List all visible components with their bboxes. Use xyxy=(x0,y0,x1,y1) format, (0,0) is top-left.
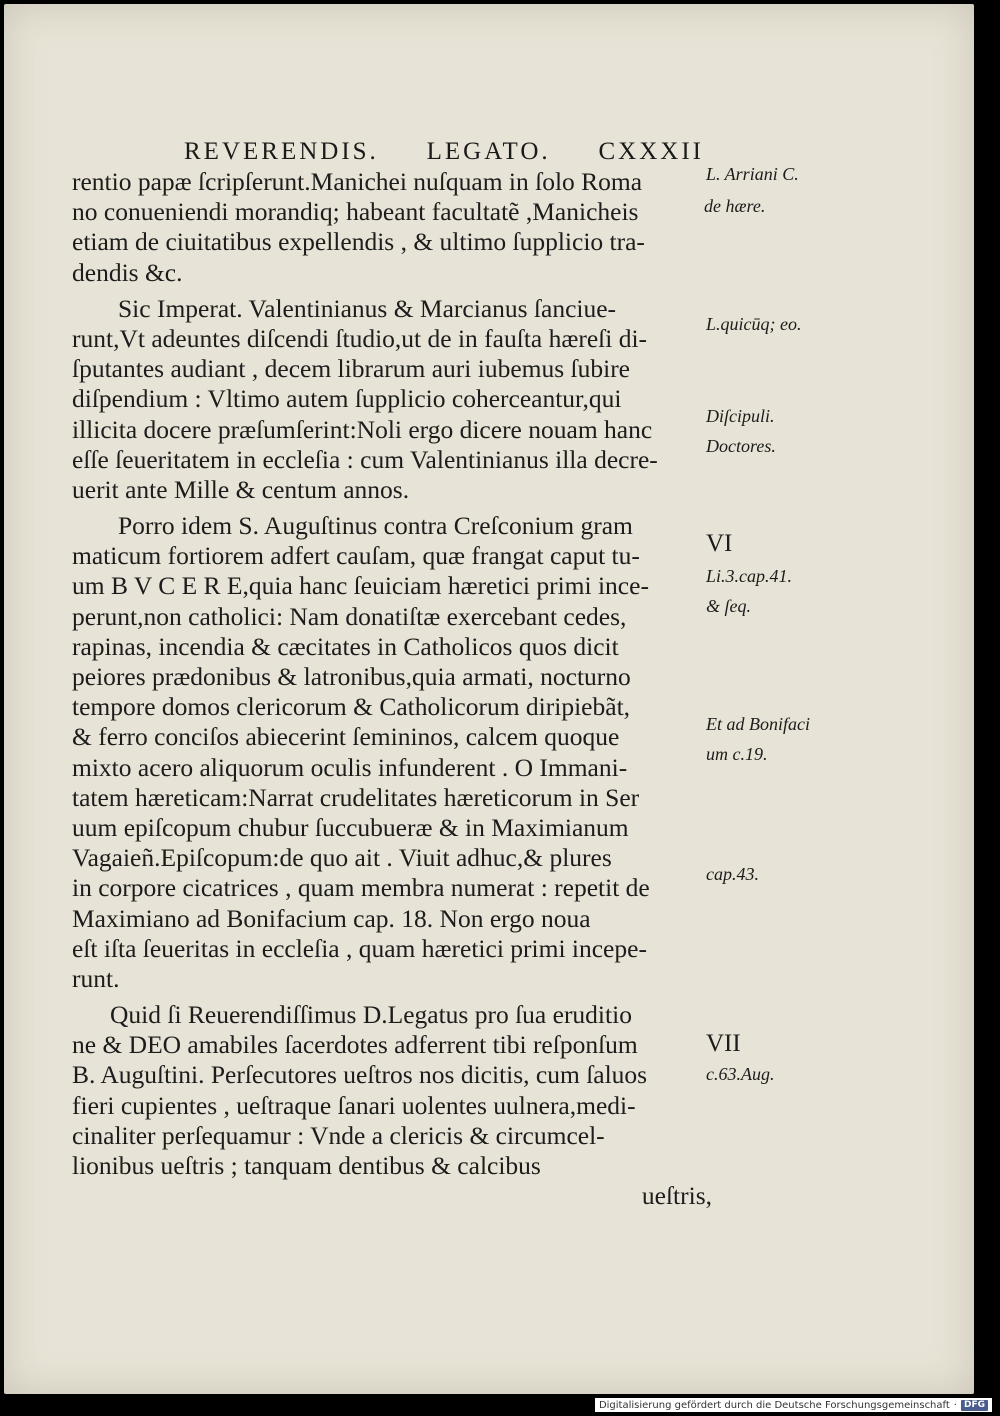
text-line: Quid ſi Reuerendiſſimus D.Legatus pro ſua eruditio xyxy=(110,1000,632,1030)
header-left: REVERENDIS. xyxy=(184,138,379,165)
text-line: mixto acero aliquorum oculis infunderent . O Immani- xyxy=(72,752,628,782)
text-line: um B V C E R E,quia hanc ſeuiciam hæretici primi ince- xyxy=(72,571,649,601)
marginal-note: Doctores. xyxy=(706,436,776,456)
text-line: in corpore cicatrices , quam membra numerat : repetit de xyxy=(72,873,650,903)
text-line: Maximiano ad Bonifacium cap. 18. Non ergo noua xyxy=(72,903,591,933)
text-line: perunt,non catholici: Nam donatiſtæ exercebant cedes, xyxy=(72,601,627,631)
text-line: dendis &c. xyxy=(72,257,183,287)
main-text xyxy=(72,167,712,1211)
text-line: ne & DEO amabiles ſacerdotes adferrent tibi reſponſum xyxy=(72,1030,638,1060)
dfg-logo-icon: DFG xyxy=(961,1400,988,1411)
text-line: tatem hæreticam:Narrat crudelitates hæreticorum in Ser xyxy=(72,782,640,812)
text-line: Sic Imperat. Valentinianus & Marcianus ſanciue- xyxy=(118,293,617,323)
marginal-note: um c.19. xyxy=(706,744,768,764)
text-line: Vagaieñ.Epiſcopum:de quo ait . Viuit adhuc,& plures xyxy=(72,843,612,873)
marginal-note: L.quicūq; eo. xyxy=(706,314,802,334)
text-line: eſt iſta ſeueritas in eccleſia , quam hæretici primi incepe- xyxy=(72,933,647,963)
marginal-note: Et ad Bonifaci xyxy=(706,714,810,734)
marginal-section-number: VII xyxy=(706,1030,741,1057)
text-line: & ferro conciſos abiecerint ſemininos, calcem quoque xyxy=(72,722,620,752)
marginal-note: Diſcipuli. xyxy=(706,406,775,426)
text-line: peiores prædonibus & latronibus,quia armati, nocturno xyxy=(72,662,631,691)
text-line: diſpendium : Vltimo autem ſupplicio coherceantur,qui xyxy=(72,384,622,414)
marginal-note: L. Arriani C. xyxy=(706,164,799,184)
text-line: tempore domos clericorum & Catholicorum diripiebãt, xyxy=(72,692,631,722)
text-line: rentio papæ ſcripſerunt.Manichei nuſquam in ſolo Roma xyxy=(72,167,643,196)
book-page xyxy=(4,4,974,1394)
text-line: eſſe ſeueritatem in eccleſia : cum Valentinianus illa decre- xyxy=(72,444,658,474)
text-line: cinaliter perſequamur : Vnde a clericis & circumcel- xyxy=(72,1120,605,1150)
header-folio: CXXXII xyxy=(598,138,704,165)
text-line: lionibus ueſtris ; tanquam dentibus & calcibus xyxy=(72,1151,541,1180)
header-center: LEGATO. xyxy=(426,138,551,165)
text-line: Porro idem S. Auguſtinus contra Creſconium gram xyxy=(118,511,633,541)
running-header xyxy=(184,138,704,166)
text-line: etiam de ciuitatibus expellendis , & ultimo ſupplicio tra- xyxy=(72,227,645,257)
text-line: uum epiſcopum chubur ſuccubueræ & in Maximianum xyxy=(72,812,629,842)
marginal-note: cap.43. xyxy=(706,864,759,884)
text-line: uerit ante Mille & centum annos. xyxy=(72,474,410,504)
text-line: illicita docere præſumſerint:Noli ergo dicere nouam hanc xyxy=(72,414,653,444)
marginal-note: c.63.Aug. xyxy=(706,1064,775,1084)
marginal-note: de hære. xyxy=(704,196,766,216)
text-line: maticum fortiorem adfert cauſam, quæ frangat caput tu- xyxy=(72,541,640,571)
marginal-note: & ſeq. xyxy=(706,596,751,616)
marginal-note: Li.3.cap.41. xyxy=(706,566,793,586)
text-line: runt,Vt adeuntes diſcendi ſtudio,ut de in fauſta hæreſi di- xyxy=(72,323,648,353)
catchword: ueſtris, xyxy=(641,1181,712,1211)
text-line: B. Auguſtini. Perſecutores ueſtros nos dicitis, cum ſaluos xyxy=(72,1060,648,1090)
marginal-section-number: VI xyxy=(706,530,733,557)
funding-footer: Digitalisierung gefördert durch die Deutsche Forschungsgemeinschaft · DFG xyxy=(595,1398,992,1412)
text-line: ſputantes audiant , decem librarum auri iubemus ſubire xyxy=(72,354,630,384)
text-line: runt. xyxy=(72,963,120,993)
footer-text: Digitalisierung gefördert durch die Deutsche Forschungsgemeinschaft xyxy=(598,1399,950,1411)
text-line: fieri cupientes , ueſtraque ſanari uolentes uulnera,medi- xyxy=(72,1090,636,1120)
text-line: rapinas, incendia & cæcitates in Catholicos quos dicit xyxy=(72,631,619,661)
text-line: no conueniendi morandiq; habeant facultatẽ ,Manicheis xyxy=(72,197,639,227)
